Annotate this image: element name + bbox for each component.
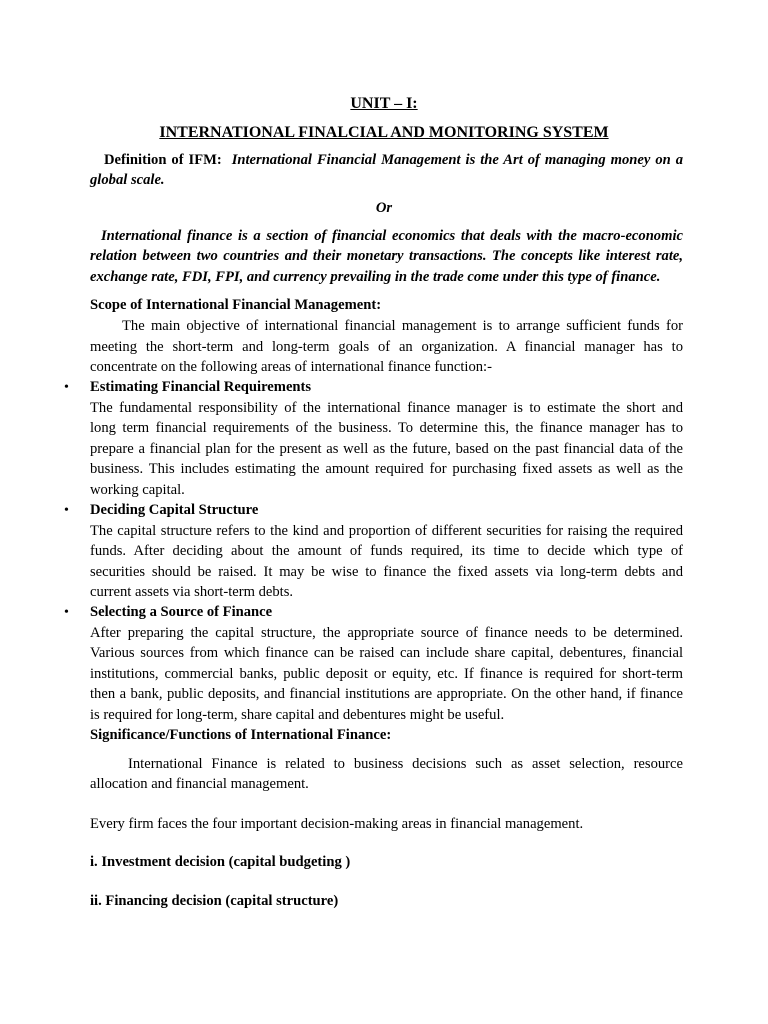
estimating-line-5: working capital. bbox=[90, 482, 185, 498]
page-title: INTERNATIONAL FINALCIAL AND MONITORING SYSTEM bbox=[159, 124, 609, 141]
definition-line-1 bbox=[104, 150, 683, 170]
significance-line-2: allocation and financial management. bbox=[90, 776, 309, 792]
intl-finance-line-1: International finance is a section of financial economics that deals with the macro-economic bbox=[101, 228, 683, 244]
intl-finance-line-3: exchange rate, FDI, FPI, and currency prevailing in the trade come under this type of finance. bbox=[90, 269, 661, 285]
decision-item-2: ii. Financing decision (capital structure) bbox=[90, 893, 339, 909]
definition-label: Definition of IFM: bbox=[104, 152, 222, 168]
capital-line-1: The capital structure refers to the kind and proportion of different securities for raising the required bbox=[90, 523, 683, 539]
estimating-line-2: long term financial requirements of the business. To determine this, the finance manager has to bbox=[90, 420, 683, 436]
estimating-line-4: business. This includes estimating the amount required for purchasing fixed assets as well as the bbox=[90, 461, 683, 477]
decision-item-1: i. Investment decision (capital budgeting ) bbox=[90, 854, 351, 870]
source-heading: Selecting a Source of Finance bbox=[90, 604, 273, 620]
capital-line-2: funds. After deciding about the amount of funds required, its time to decide which type of bbox=[90, 543, 683, 559]
bullet-icon bbox=[64, 603, 76, 623]
significance-heading: Significance/Functions of International Finance: bbox=[90, 727, 392, 743]
significance-line-3: Every firm faces the four important decision-making areas in financial management. bbox=[90, 816, 584, 832]
source-line-2: Various sources from which finance can be raised can include share capital, debentures, financial bbox=[90, 645, 683, 661]
estimating-line-1: The fundamental responsibility of the international finance manager is to estimate the short and bbox=[90, 400, 683, 416]
source-line-4: then a bank, public deposits, and financial institutions are appropriate. On the other hand, if finance bbox=[90, 686, 683, 702]
bullet-icon bbox=[64, 378, 76, 398]
source-line-5: is required for long-term, share capital and debentures might be useful. bbox=[90, 707, 505, 723]
source-line-3: institutions, commercial banks, public deposit or equity, etc. If finance is required for short-term bbox=[90, 666, 683, 682]
capital-line-3: securities should be raised. It may be wise to finance the fixed assets via long-term debts and bbox=[90, 564, 683, 580]
source-line-1: After preparing the capital structure, the appropriate source of finance needs to be determined. bbox=[90, 625, 683, 641]
capital-heading: Deciding Capital Structure bbox=[90, 502, 259, 518]
scope-heading: Scope of International Financial Management: bbox=[90, 297, 382, 313]
scope-line-2: meeting the short-term and long-term goals of an organization. A financial manager has to bbox=[90, 339, 683, 355]
scope-line-3: concentrate on the following areas of international finance function:- bbox=[90, 359, 492, 375]
intl-finance-line-2: relation between two countries and their monetary transactions. The concepts like interest rate, bbox=[90, 248, 683, 264]
or-separator: Or bbox=[375, 200, 393, 216]
unit-title: UNIT – I: bbox=[350, 95, 418, 112]
estimating-line-3: prepare a financial plan for the present as well as the future, based on the past financial data of the bbox=[90, 441, 683, 457]
definition-line-2: global scale. bbox=[90, 172, 165, 188]
scope-line-1: The main objective of international financial management is to arrange sufficient funds for bbox=[122, 318, 683, 334]
capital-line-4: current assets via short-term debts. bbox=[90, 584, 294, 600]
definition-text: International Financial Management is the Art of managing money on a bbox=[231, 152, 683, 168]
estimating-heading: Estimating Financial Requirements bbox=[90, 379, 312, 395]
significance-line-1: International Finance is related to business decisions such as asset selection, resource bbox=[128, 756, 683, 772]
bullet-icon bbox=[64, 501, 76, 521]
